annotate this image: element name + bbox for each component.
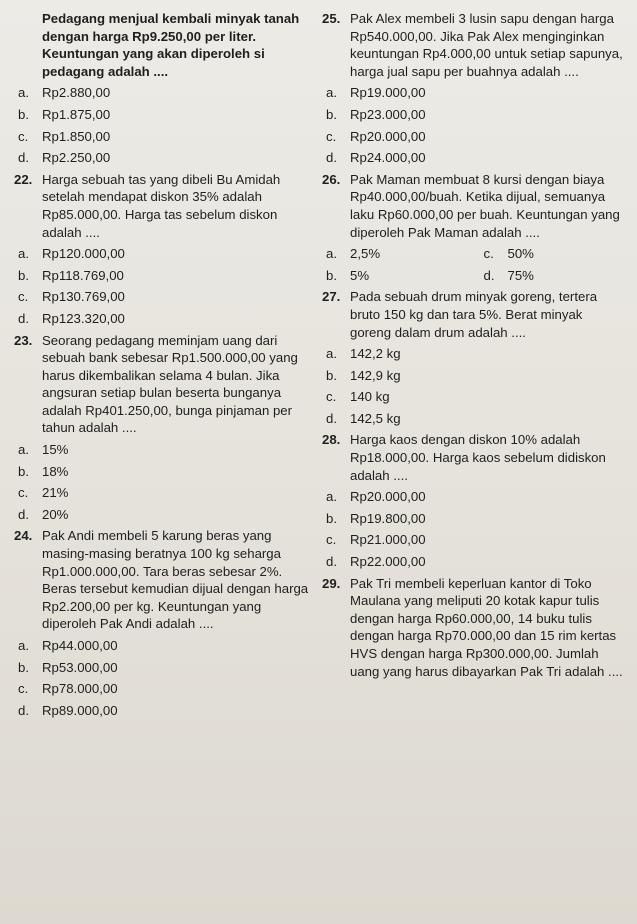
option-b[interactable]: b. 18% (18, 463, 69, 479)
option-a[interactable]: a. Rp20.000,00 (326, 489, 426, 505)
option-a[interactable]: a. Rp120.000,00 (18, 246, 125, 262)
option-b[interactable]: b. Rp53.000,00 (18, 659, 118, 675)
question-27 (322, 288, 627, 341)
question-text: Seorang pedagang meminjam uang dari sebuah bank sebesar Rp1.500.000,00 yang harus dikembalikan selama 4 bulan. Jika angsuran setiap bulan beserta bunganya adalah Rp401.250,00, bunga pinjaman per tahun adalah .... (42, 332, 298, 436)
option-d[interactable]: d. Rp24.000,00 (326, 150, 426, 166)
right-column (322, 10, 627, 684)
option-a[interactable]: a. 142,2 kg (326, 346, 401, 362)
option-c[interactable]: c. Rp1.850,00 (18, 128, 111, 144)
question-24 (14, 527, 312, 633)
question-28 (322, 431, 627, 484)
question-number: 22. (14, 171, 33, 187)
question-text: Pak Maman membuat 8 kursi dengan biaya Rp40.000,00/buah. Ketika dijual, semuanya laku Rp60.000,00 per buah. Keuntungan yang diperoleh Pak Maman adalah .... (350, 171, 620, 240)
options-grid (322, 245, 627, 288)
question-number: 25. (322, 11, 341, 26)
option-c[interactable]: c. 21% (18, 485, 69, 501)
option-a[interactable]: a. 15% (18, 442, 69, 458)
question-text: Pedagang menjual kembali minyak tanah dengan harga Rp9.250,00 per liter. Keuntungan yang akan diperoleh si pedagang adalah .... (42, 11, 300, 79)
option-b[interactable]: b. Rp23.000,00 (326, 106, 426, 122)
option-b[interactable]: b. 142,9 kg (326, 367, 401, 383)
option-c[interactable]: c. Rp130.769,00 (18, 289, 125, 305)
question-text: Pada sebuah drum minyak goreng, tertera bruto 150 kg dan tara 5%. Berat minyak goreng dalam drum adalah .... (350, 289, 598, 340)
option-a[interactable]: a. 2,5% (326, 246, 381, 262)
option-b[interactable]: b. 5% (326, 267, 370, 283)
option-d[interactable]: d. 142,5 kg (326, 410, 401, 426)
option-b[interactable]: b. Rp118.769,00 (18, 267, 124, 283)
question-text: Harga sebuah tas yang dibeli Bu Amidah setelah mendapat diskon 35% adalah Rp85.000,00. Harga tas sebelum diskon adalah .... (42, 171, 281, 240)
question-text: Harga kaos dengan diskon 10% adalah Rp18.000,00. Harga kaos sebelum didiskon adalah .... (350, 432, 606, 483)
question-26 (322, 171, 627, 241)
question-number: 28. (322, 432, 341, 448)
question-text: Pak Tri membeli keperluan kantor di Toko Maulana yang meliputi 20 kotak kapur tulis dengan harga Rp60.000,00, 14 buku tulis dengan harga Rp70.000,00 dan 15 rim kertas HVS dengan harga Rp300.000,00. Jumlah uang yang harus dibayarkan Pak Tri adalah .... (350, 575, 623, 679)
question-25 (322, 10, 627, 80)
left-column (14, 10, 312, 723)
question-29 (322, 575, 627, 681)
question-21 (14, 10, 312, 80)
option-b[interactable]: b. Rp19.800,00 (326, 510, 426, 526)
question-text: Pak Alex membeli 3 lusin sapu dengan harga Rp540.000,00. Jika Pak Alex menginginkan keuntungan Rp4.000,00 untuk setiap sapunya, harga jual sapu per buahnya adalah .... (350, 11, 623, 79)
option-d[interactable]: d. Rp89.000,00 (18, 702, 118, 718)
question-23 (14, 332, 312, 438)
question-number: 24. (14, 528, 33, 544)
question-22 (14, 171, 312, 241)
question-number: 27. (322, 289, 341, 305)
question-number: 29. (322, 575, 341, 591)
option-d[interactable]: d. Rp2.250,00 (18, 150, 111, 166)
option-d[interactable]: d. 20% (18, 506, 69, 522)
option-a[interactable]: a. Rp2.880,00 (18, 85, 111, 101)
option-a[interactable]: a. Rp44.000,00 (18, 638, 118, 653)
option-c[interactable]: c. Rp20.000,00 (326, 128, 426, 144)
option-d[interactable]: d. Rp22.000,00 (326, 554, 426, 570)
question-number: 23. (14, 332, 33, 348)
option-c[interactable]: c. 140 kg (326, 389, 390, 405)
option-a[interactable]: a. Rp19.000,00 (326, 85, 426, 101)
option-c[interactable]: c. 50% (483, 246, 534, 262)
option-b[interactable]: b. Rp1.875,00 (18, 106, 111, 122)
option-d[interactable]: d. 75% (483, 267, 534, 283)
option-c[interactable]: c. Rp78.000,00 (18, 681, 118, 697)
question-number: 26. (322, 171, 341, 187)
question-text: Pak Andi membeli 5 karung beras yang masing-masing beratnya 100 kg seharga Rp1.000.000,00. Tara beras sebesar 2%. Beras tersebut kemudian dijual dengan harga Rp2.200,00 per kg. Keuntungan yang diperoleh Pak Andi adalah .... (42, 528, 309, 632)
option-d[interactable]: d. Rp123.320,00 (18, 310, 125, 326)
option-c[interactable]: c. Rp21.000,00 (326, 532, 426, 548)
